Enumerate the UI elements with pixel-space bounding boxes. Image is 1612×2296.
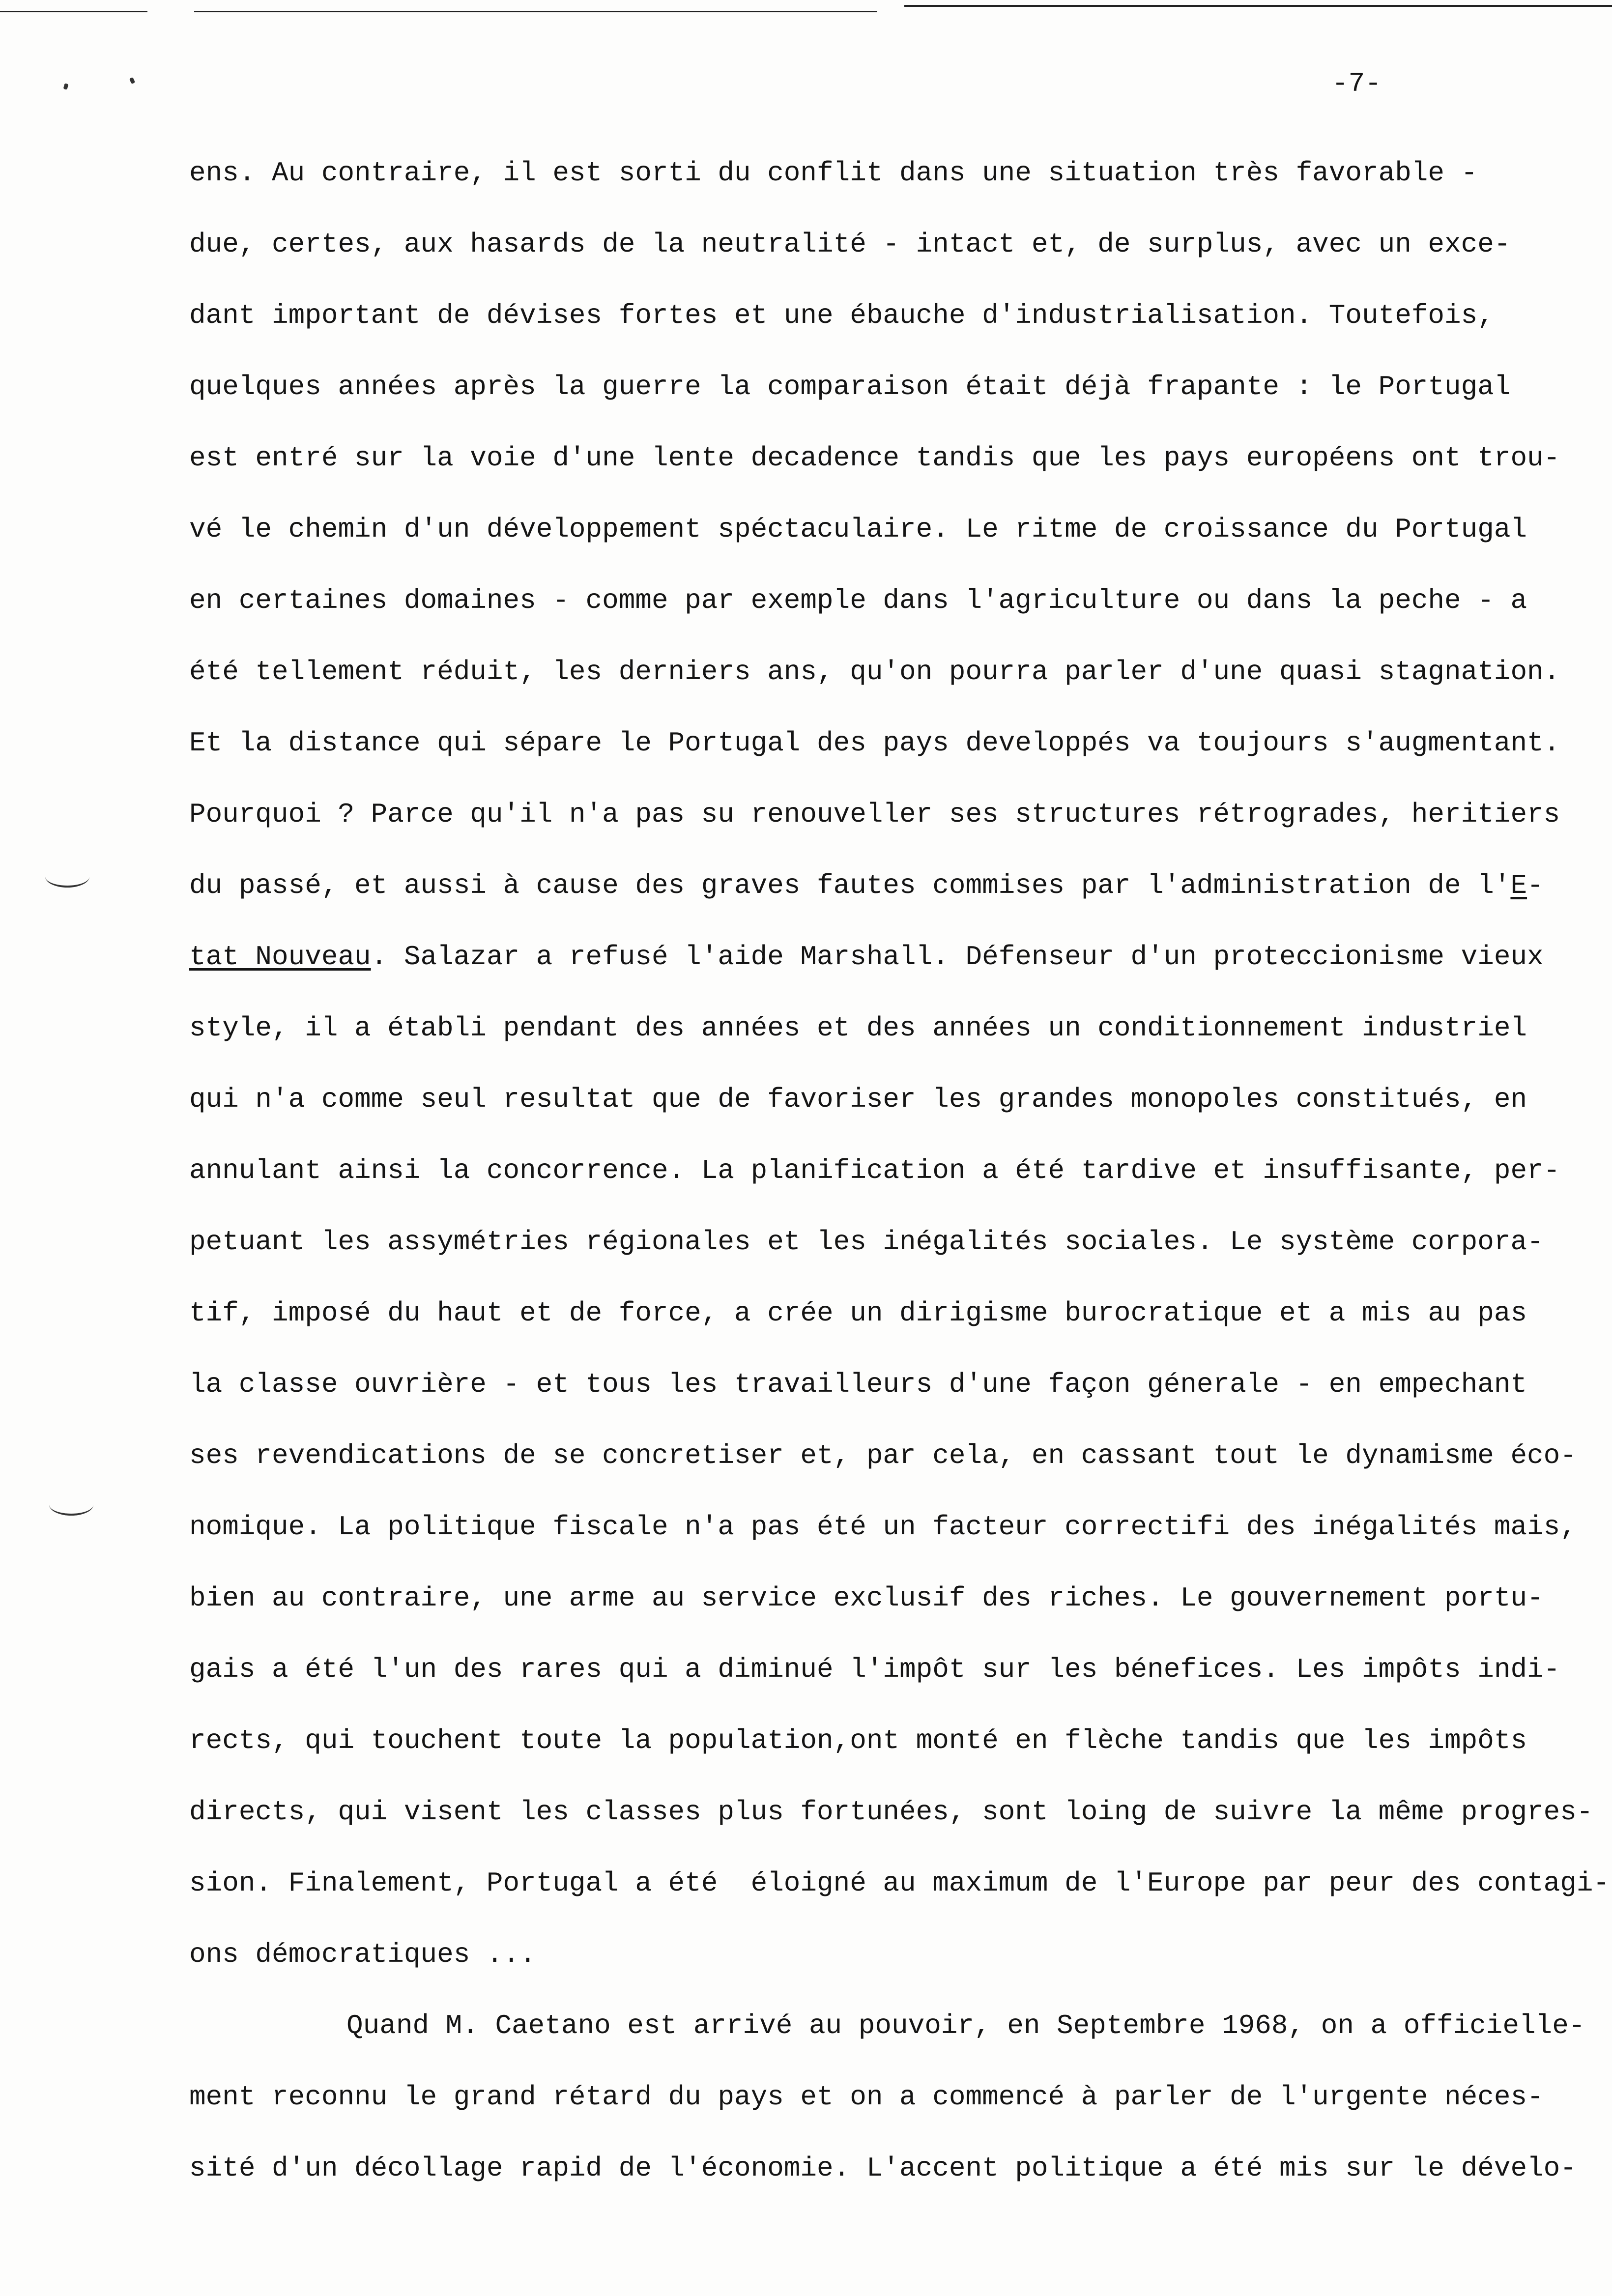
text-line: est entré sur la voie d'une lente decadence tandis que les pays européens ont trou- <box>189 442 1560 474</box>
text-line: vé le chemin d'un développement spéctaculaire. Le ritme de croissance du Portugal <box>189 514 1527 545</box>
text-line: tif, imposé du haut et de force, a crée un dirigisme burocratique et a mis au pas <box>189 1297 1527 1329</box>
text-line: Et la distance qui sépare le Portugal des pays developpés va toujours s'augmentant. <box>189 727 1560 759</box>
text-line: Pourquoi ? Parce qu'il n'a pas su renouveller ses structures rétrogrades, heritiers <box>189 799 1560 830</box>
text-line: ons démocratiques ... <box>189 1939 536 1970</box>
text-line: quelques années après la guerre la comparaison était déjà frapante : le Portugal <box>189 371 1511 402</box>
top-edge-rule <box>0 11 147 12</box>
text-line: qui n'a comme seul resultat que de favoriser les grandes monopoles constitués, en <box>189 1084 1527 1115</box>
text-line: sion. Finalement, Portugal a été éloigné au maximum de l'Europe par peur des contagi- <box>189 1867 1610 1899</box>
text-line-with-underline <box>189 937 1546 1008</box>
corner-tick-mark <box>129 77 135 84</box>
text-line: été tellement réduit, les derniers ans, qu'on pourra parler d'une quasi stagnation. <box>189 656 1560 688</box>
paragraph-first-line: Quand M. Caetano est arrivé au pouvoir, en Septembre 1968, on a officielle- <box>346 2010 1585 2041</box>
text-line: dant important de dévises fortes et une ébauche d'industrialisation. Toutefois, <box>189 300 1494 331</box>
text-line: petuant les assymétries régionales et les inégalités sociales. Le système corpora- <box>189 1226 1544 1258</box>
text-line: gais a été l'un des rares qui a diminué l'impôt sur les bénefices. Les impôts indi- <box>189 1654 1560 1685</box>
text-line: ens. Au contraire, il est sorti du conflit dans une situation très favorable - <box>189 157 1478 189</box>
typed-body-text <box>189 153 1610 2220</box>
underlined-fragment: tat Nouveau <box>189 941 371 973</box>
top-edge-rule <box>904 5 1612 7</box>
text-line-with-underline <box>189 866 1546 937</box>
text-line: sité d'un décollage rapid de l'économie. L'accent politique a été mis sur le dévelo- <box>189 2152 1577 2184</box>
text-line: rects, qui touchent toute la population,ont monté en flèche tandis que les impôts <box>189 1725 1527 1756</box>
text-line: due, certes, aux hasards de la neutralité - intact et, de surplus, avec un exce- <box>189 229 1511 260</box>
text-line: bien au contraire, une arme au service exclusif des riches. Le gouvernement portu- <box>189 1582 1544 1614</box>
text-line: nomique. La politique fiscale n'a pas été un facteur correctifi des inégalités mais, <box>189 1511 1577 1543</box>
margin-punch-mark <box>45 866 89 888</box>
top-edge-rule <box>194 11 877 12</box>
corner-tick-mark <box>63 83 69 90</box>
page-number: -7- <box>1332 68 1382 99</box>
text-fragment: du passé, et aussi à cause des graves fautes commises par l'administration de l' <box>189 870 1511 901</box>
text-line: la classe ouvrière - et tous les travailleurs d'une façon génerale - en empechant <box>189 1369 1527 1400</box>
text-line: en certaines domaines - comme par exemple dans l'agriculture ou dans la peche - a <box>189 585 1527 616</box>
text-line: annulant ainsi la concorrence. La planification a été tardive et insuffisante, per- <box>189 1155 1560 1186</box>
text-line: ment reconnu le grand rétard du pays et on a commencé à parler de l'urgente néces- <box>189 2081 1544 2113</box>
text-line: ses revendications de se concretiser et, par cela, en cassant tout le dynamisme éco- <box>189 1440 1577 1471</box>
text-line: style, il a établi pendant des années et des années un conditionnement industriel <box>189 1012 1527 1044</box>
text-fragment: . Salazar a refusé l'aide Marshall. Défenseur d'un proteccionisme vieux <box>371 941 1544 973</box>
underlined-fragment: E <box>1510 870 1527 901</box>
margin-punch-mark <box>49 1494 93 1516</box>
text-fragment: - <box>1527 870 1544 901</box>
text-line: directs, qui visent les classes plus fortunées, sont loing de suivre la même progres- <box>189 1796 1593 1828</box>
